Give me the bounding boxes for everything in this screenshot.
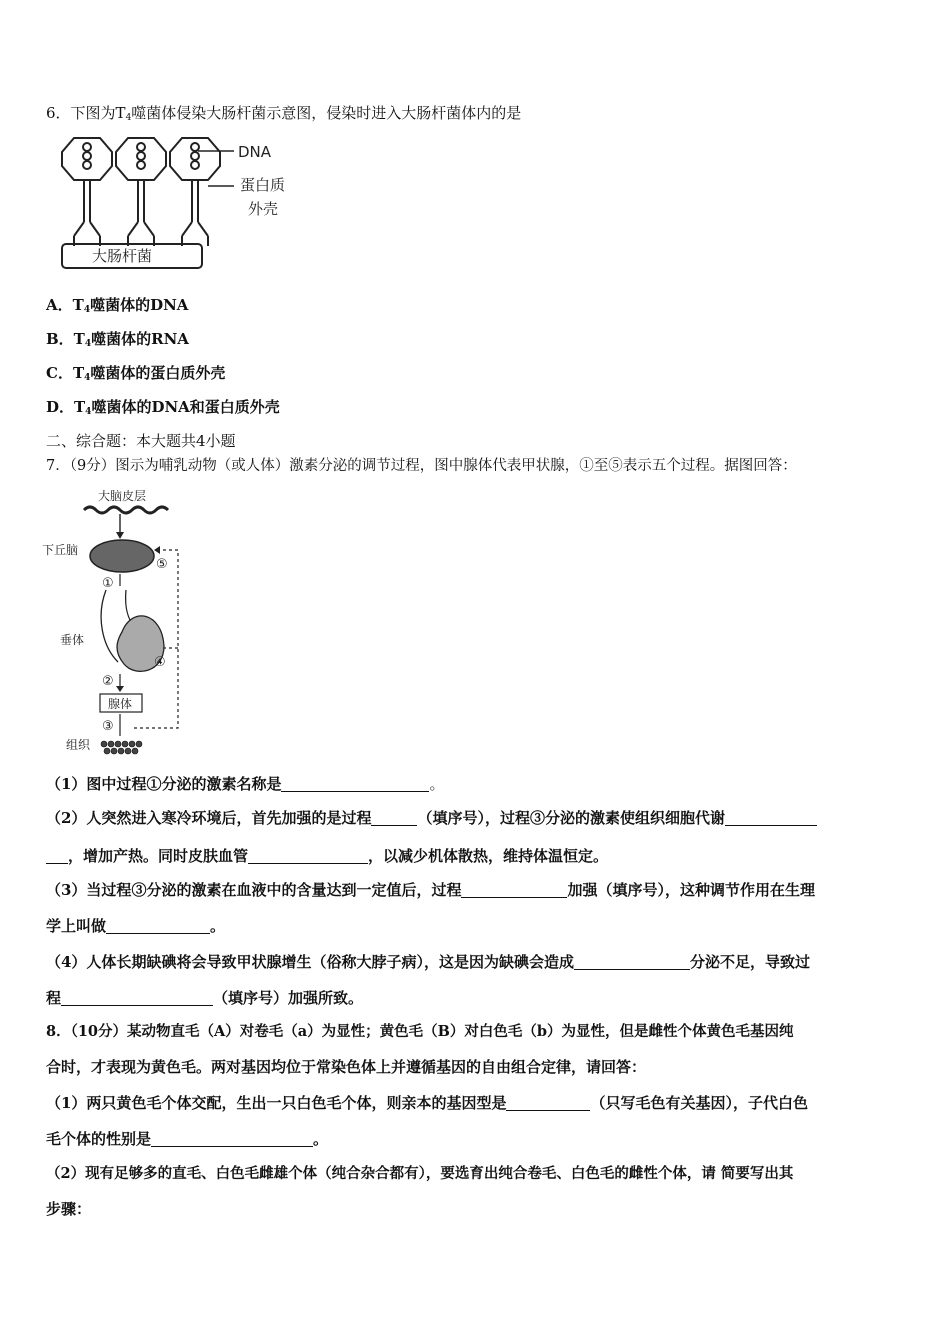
q6-option-c[interactable] (46, 363, 225, 388)
q6-stem-pre: 6．下图为T (46, 104, 126, 122)
q7-part1-blank[interactable] (281, 776, 429, 792)
q6-option-d[interactable] (46, 397, 280, 422)
process-5-label: ⑤ (156, 557, 168, 572)
option-a-text: 噬菌体的DNA (90, 296, 189, 314)
q7-part3-blank2[interactable] (106, 918, 210, 934)
gland-label: 腺体 (108, 697, 133, 711)
q6-stem (46, 103, 521, 128)
q7-part2-blank1[interactable] (371, 810, 417, 826)
q7-part2-blank2[interactable] (725, 810, 817, 826)
q8-part2-line2: 步骤： (46, 1200, 92, 1218)
q7-part3-b: 加强（填序号），这种调节作用在生理 (567, 881, 815, 899)
q7-part2-c: ，增加产热。同时皮肤血管 (68, 847, 249, 865)
option-d-letter: D．T (46, 398, 86, 416)
q8-part1-a: （1）两只黄色毛个体交配，生出一只白色毛个体，则亲本的基因型是 (46, 1094, 507, 1112)
q7-part2-d: ，以减少机体散热，维持体温恒定。 (368, 847, 609, 865)
q7-stem: 7．（9分）图示为哺乳动物（或人体）激素分泌的调节过程，图中腺体代表甲状腺，①至⑤表示五个过程。据图回答： (46, 458, 797, 474)
q6-stem-sub: 4 (125, 113, 132, 123)
q7-part4-b: 分泌不足，导致过 (689, 953, 810, 971)
q8-part1-line2 (46, 1129, 328, 1149)
q6-option-b[interactable] (46, 329, 189, 354)
q7-part3-line2 (46, 916, 225, 936)
option-a-letter: A．T (46, 296, 84, 314)
phage-3 (170, 138, 220, 246)
q7-part4-line1 (46, 952, 810, 972)
q8-part1-blank2[interactable] (151, 1131, 313, 1147)
cortex-wave (84, 507, 168, 513)
phage-2 (116, 138, 166, 246)
hypothalamus-shape (90, 540, 154, 572)
q8-part1-c: 毛个体的性别是 (46, 1130, 152, 1148)
dna-label: DNA (238, 143, 272, 161)
q8-part1-blank1[interactable] (506, 1095, 590, 1111)
q7-part3-c: 学上叫做 (46, 917, 107, 935)
q8-part1-line1 (46, 1093, 808, 1113)
q6-option-a[interactable] (46, 295, 188, 320)
option-b-sub: 4 (84, 339, 92, 349)
section2-title: 二、综合题：本大题共4小题 (46, 432, 236, 450)
process-3-label: ③ (102, 719, 114, 734)
q7-part3-blank1[interactable] (461, 882, 567, 898)
q8-stem-line1: 8．（10分）某动物直毛（A）对卷毛（a）为显性；黄色毛（B）对白色毛（b）为显性，但是雌性个体黄色毛基因纯 (46, 1023, 794, 1040)
option-d-sub: 4 (85, 407, 92, 417)
q7-part3-a: （3）当过程③分泌的激素在血液中的含量达到一定值后，过程 (46, 881, 462, 899)
q7-part2-line2 (46, 846, 608, 866)
cortex-label: 大脑皮层 (98, 489, 147, 503)
protein-label-1: 蛋白质 (240, 176, 286, 194)
q8-stem-line2: 合时，才表现为黄色毛。两对基因均位于常染色体上并遵循基因的自由组合定律，请回答： (46, 1058, 647, 1076)
q7-part4-d: （填序号）加强所致。 (213, 989, 364, 1007)
option-a-sub: 4 (83, 305, 91, 315)
option-c-text: 噬菌体的蛋白质外壳 (90, 364, 226, 382)
q7-part1-text: （1）图中过程①分泌的激素名称是 (46, 775, 282, 793)
q7-part1-post: 。 (429, 775, 445, 793)
q7-part4-blank1[interactable] (574, 954, 690, 970)
option-b-text: 噬菌体的RNA (91, 330, 189, 348)
phage-1 (62, 138, 112, 246)
q7-part2-a: （2）人突然进入寒冷环境后，首先加强的是过程 (46, 809, 372, 827)
q7-part2-blank2-cont[interactable] (46, 848, 68, 864)
q7-part4-c: 程 (46, 989, 62, 1007)
q7-part4-blank2[interactable] (61, 990, 213, 1006)
phage-infection-figure (58, 134, 320, 270)
q8-part1-b: （只写毛色有关基因），子代白色 (590, 1094, 808, 1112)
q7-part1 (46, 774, 444, 794)
tissue-label: 组织 (66, 738, 91, 752)
process-1-label: ① (102, 576, 114, 591)
q7-part3-line1 (46, 880, 815, 900)
pituitary-label: 垂体 (60, 633, 85, 647)
q7-part2-blank3[interactable] (248, 848, 368, 864)
q7-part3-d: 。 (210, 917, 226, 935)
process-2-label: ② (102, 674, 114, 689)
option-b-letter: B．T (46, 330, 85, 348)
q7-part4-line2 (46, 988, 363, 1008)
hormone-regulation-figure (40, 486, 200, 758)
protein-label-2: 外壳 (248, 200, 279, 218)
q7-part2-line1 (46, 808, 817, 828)
hypothalamus-label: 下丘脑 (42, 543, 79, 557)
q6-stem-post: 噬菌体侵染大肠杆菌示意图，侵染时进入大肠杆菌体内的是 (131, 104, 522, 122)
option-c-letter: C．T (46, 364, 85, 382)
q7-part2-b: （填序号），过程③分泌的激素使组织细胞代谢 (417, 809, 725, 827)
option-d-text: 噬菌体的DNA和蛋白质外壳 (91, 398, 280, 416)
tissue-cells (101, 741, 142, 754)
q8-part1-d: 。 (313, 1130, 329, 1148)
q7-part4-a: （4）人体长期缺碘将会导致甲状腺增生（俗称大脖子病），这是因为缺碘会造成 (46, 953, 574, 971)
q8-part2-line1: （2）现有足够多的直毛、白色毛雌雄个体（纯合杂合都有），要选育出纯合卷毛、白色毛的雌性个体，请 简要写出其 (46, 1165, 794, 1182)
process-4-label: ④ (154, 655, 166, 670)
option-c-sub: 4 (84, 373, 91, 383)
ecoli-label: 大肠杆菌 (92, 247, 153, 265)
